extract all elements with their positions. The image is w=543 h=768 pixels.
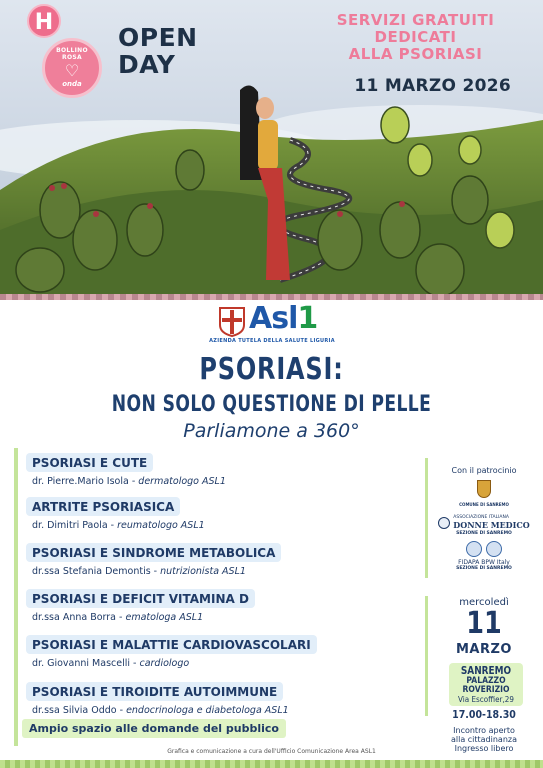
talk-title: ARTRITE PSORIASICA: [26, 497, 180, 516]
access-line: alla cittadinanza: [450, 735, 518, 744]
comune-crest-icon: [477, 480, 491, 498]
venue-city: SANREMO: [460, 665, 512, 677]
asl1-logo: [209, 301, 335, 347]
hero-divider: [0, 294, 543, 300]
dm-small: ASSOCIAZIONE ITALIANA: [453, 515, 509, 520]
patronage-label: Con il patrocinio: [451, 466, 517, 475]
fidapa-globes: [432, 541, 536, 557]
comune-sanremo-logo: [432, 480, 536, 507]
subtitle: NON SOLO QUESTIONE DI PELLE: [111, 392, 432, 417]
talk-speaker: [32, 520, 205, 531]
talk-title: PSORIASI E CUTE: [26, 453, 153, 472]
main-title: PSORIASI:: [199, 352, 344, 387]
talk-item: [26, 681, 289, 716]
speaker-name: dr.ssa Anna Borra -: [32, 612, 126, 623]
dm-row: [432, 515, 536, 530]
fidapa-logo: [432, 541, 536, 571]
access-line: Ingresso libero: [454, 744, 514, 753]
talk-speaker: [32, 476, 226, 487]
venue-place: PALAZZO: [466, 676, 506, 686]
asl-subtitle: AZIENDA TUTELA DELLA SALUTE LIGURIA: [209, 338, 335, 344]
talk-item: [26, 588, 255, 623]
fidapa-section: SEZIONE DI SANREMO: [456, 566, 512, 571]
dm-big: DONNE MEDICO: [453, 520, 530, 530]
hero-date: 11 MARZO 2026: [354, 76, 511, 96]
event-access-note: [432, 726, 536, 753]
bollino-org-label: onda: [62, 80, 82, 88]
talk-item: [26, 452, 226, 487]
speaker-role: cardiologo: [139, 658, 190, 669]
talk-speaker: [32, 705, 289, 716]
bollino-top-label: BOLLINO ROSA: [56, 47, 88, 61]
speaker-role: reumatologo ASL1: [117, 520, 205, 531]
talk-item: [26, 634, 317, 669]
talk-title: PSORIASI E TIROIDITE AUTOIMMUNE: [26, 682, 283, 701]
dm-section: SEZIONE DI SANREMO: [456, 531, 512, 536]
servizi-heading: [308, 12, 523, 63]
right-accent-line: [425, 596, 428, 716]
open-day-heading: [118, 24, 198, 78]
asl-one: 1: [297, 301, 318, 336]
event-weekday: mercoledì: [459, 597, 509, 608]
speaker-role: nutrizionista ASL1: [160, 566, 246, 577]
venue-place: ROVERIZIO: [462, 685, 510, 695]
servizi-line: SERVIZI GRATUITI: [336, 11, 495, 29]
event-day: 11: [466, 606, 502, 641]
donne-medico-icon: [438, 517, 450, 529]
speaker-role: endocrinologa e diabetologa ASL1: [126, 705, 289, 716]
fidapa-name: FIDAPA BPW Italy: [458, 559, 510, 566]
talk-speaker: [32, 658, 317, 669]
event-time: 17.00-18.30: [452, 709, 516, 721]
talk-speaker: [32, 566, 281, 577]
talk-title: PSORIASI E SINDROME METABOLICA: [26, 543, 281, 562]
hero-illustration: [0, 0, 543, 300]
donne-medico-logo: [432, 515, 536, 536]
talk-item: [26, 542, 281, 577]
liguria-shield-icon: [219, 307, 245, 337]
speaker-name: dr.ssa Stefania Demontis -: [32, 566, 161, 577]
speaker-name: dr. Pierre.Mario Isola -: [32, 476, 139, 487]
talk-title: PSORIASI E MALATTIE CARDIOVASCOLARI: [26, 635, 317, 654]
qa-note: Ampio spazio alle domande del pubblico: [22, 719, 286, 738]
h-badge-icon: H: [27, 4, 61, 38]
servizi-line: ALLA PSORIASI: [348, 45, 483, 63]
access-line: Incontro aperto: [453, 726, 515, 735]
talk-item: [26, 496, 205, 531]
venue-box: [449, 663, 523, 706]
talk-title: PSORIASI E DEFICIT VITAMINA D: [26, 589, 255, 608]
globe-icon: [486, 541, 502, 557]
right-accent-line: [425, 458, 428, 578]
credits: Grafica e comunicazione a cura dell'Ufficio Comunicazione Area ASL1: [167, 748, 376, 755]
asl-wordmark: [249, 301, 317, 336]
event-month: MARZO: [456, 642, 512, 657]
speaker-name: dr. Giovanni Mascelli -: [32, 658, 140, 669]
servizi-line: DEDICATI: [374, 28, 457, 46]
open-day-line: OPEN: [118, 23, 198, 52]
speaker-name: dr. Dimitri Paola -: [32, 520, 118, 531]
speaker-role: dermatologo ASL1: [138, 476, 226, 487]
programme-accent-line: [14, 448, 18, 746]
speaker-name: dr.ssa Silvia Oddo -: [32, 705, 127, 716]
open-day-line: DAY: [118, 50, 176, 79]
comune-label: COMUNE DI SANREMO: [459, 502, 509, 507]
speaker-role: ematologa ASL1: [125, 612, 204, 623]
dm-text: [453, 515, 529, 530]
globe-icon: [466, 541, 482, 557]
hands-heart-icon: ♡: [64, 61, 80, 80]
bollino-rosa-logo: [42, 38, 102, 98]
bottom-divider: [0, 760, 543, 768]
venue-address: Via Escoffier,29: [458, 695, 514, 704]
tagline: Parliamone a 360°: [183, 420, 360, 442]
talk-speaker: [32, 612, 255, 623]
asl-text: Asl: [249, 301, 298, 336]
